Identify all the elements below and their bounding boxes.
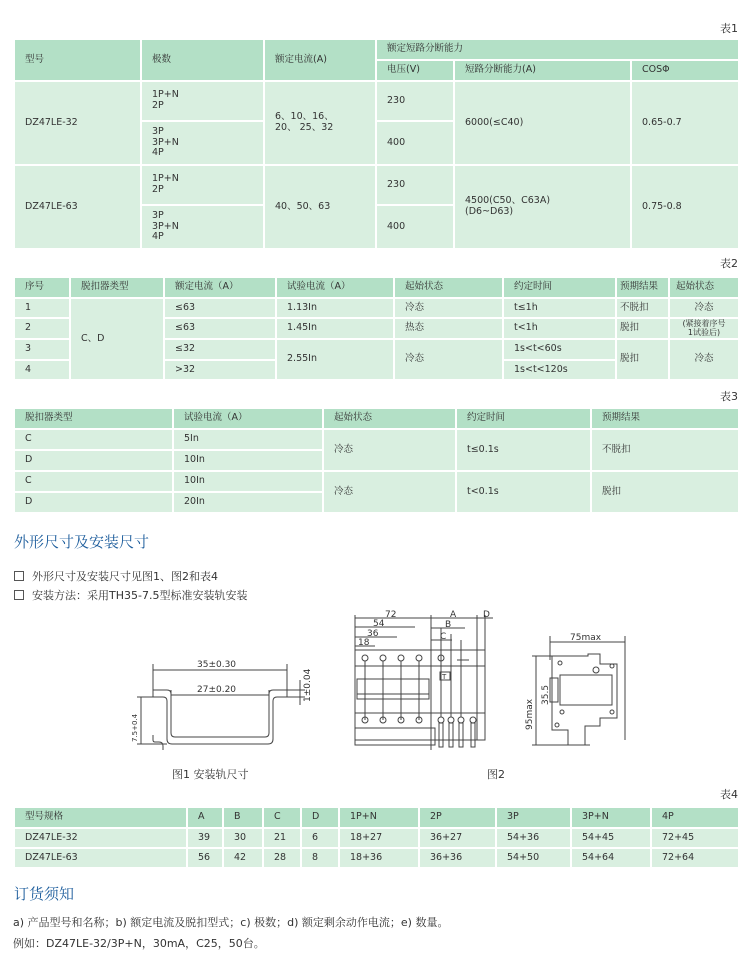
cell-current: 40、50、63: [264, 165, 376, 249]
cell: 28: [263, 848, 301, 868]
header: 3P+N: [571, 807, 651, 828]
header: D: [301, 807, 339, 828]
cell: ≤63: [164, 318, 276, 339]
cell: 1.45In: [276, 318, 394, 339]
cell: 54+36: [496, 828, 571, 848]
breaker-front-drawing: [345, 610, 505, 750]
cell: 冷态: [323, 471, 456, 513]
cell-model: DZ47LE-32: [14, 81, 141, 165]
dim-c: C: [440, 632, 447, 642]
cell-current: 6、10、16、 20、 25、32: [264, 81, 376, 165]
checkbox-icon: [14, 571, 24, 581]
cell-poles: 3P 3P+N 4P: [141, 205, 264, 249]
cell-capacity: 4500(C50、C63A) (D6~D63): [454, 165, 631, 249]
header: 序号: [14, 277, 70, 298]
order-heading: 订货须知: [14, 885, 75, 903]
cell-model: DZ47LE-63: [14, 165, 141, 249]
dim-a: A: [450, 610, 457, 620]
header: 起始状态: [669, 277, 739, 298]
header: 起始状态: [394, 277, 503, 298]
table3-label: 表3: [720, 390, 738, 403]
dim-b: B: [445, 620, 452, 630]
cell-poles: 1P+N 2P: [141, 81, 264, 121]
dim-width: 75max: [570, 633, 602, 643]
header-capacity: 短路分断能力(A): [454, 60, 631, 81]
test-button-label: T: [442, 673, 447, 681]
order-example: 例如：DZ47LE-32/3P+N，30mA，C25，50台。: [13, 937, 265, 950]
cell: 72+45: [651, 828, 739, 848]
header: 脱扣器类型: [14, 408, 173, 429]
dim-54: 54: [373, 619, 385, 629]
cell-voltage: 230: [376, 81, 454, 121]
cell: 不脱扣: [616, 298, 669, 318]
cell-capacity: 6000(≤C40): [454, 81, 631, 165]
header: C: [263, 807, 301, 828]
dim-thickness: 1±0.04: [303, 668, 313, 702]
cell: 冷态: [669, 298, 739, 318]
cell: 21: [263, 828, 301, 848]
header-poles: 极数: [141, 39, 264, 81]
checkbox-icon: [14, 590, 24, 600]
cell: 脱扣: [616, 318, 669, 339]
cell: 54+45: [571, 828, 651, 848]
cell: C: [14, 471, 173, 492]
cell-voltage: 230: [376, 165, 454, 205]
cell: t<1h: [503, 318, 616, 339]
dim-d: D: [483, 610, 490, 620]
header: 1P+N: [339, 807, 419, 828]
header: 3P: [496, 807, 571, 828]
cell: 72+64: [651, 848, 739, 868]
header: 试验电流（A）: [173, 408, 323, 429]
dim-36: 36: [367, 629, 379, 639]
table1-ratings: [13, 38, 740, 250]
header: 2P: [419, 807, 496, 828]
dim-72: 72: [385, 610, 397, 620]
cell: DZ47LE-32: [14, 828, 187, 848]
cell: 2.55In: [276, 339, 394, 380]
cell: D: [14, 450, 173, 471]
header: 约定时间: [503, 277, 616, 298]
header-cos: COSΦ: [631, 60, 739, 81]
bullet-item: [14, 587, 247, 603]
cell: 1.13In: [276, 298, 394, 318]
table3-instant-trip: [13, 407, 740, 514]
table4-label: 表4: [720, 788, 738, 801]
cell: 6: [301, 828, 339, 848]
header: 型号规格: [14, 807, 187, 828]
cell: C: [14, 429, 173, 450]
table2-tripping: [13, 276, 740, 381]
cell: t<0.1s: [456, 471, 591, 513]
cell: 2: [14, 318, 70, 339]
cell: 42: [223, 848, 263, 868]
cell-trip-type: C、D: [70, 298, 164, 380]
bullet-item: [14, 568, 218, 584]
header-current: 额定电流(A): [264, 39, 376, 81]
cell: D: [14, 492, 173, 513]
header: 脱扣器类型: [70, 277, 164, 298]
cell: 3: [14, 339, 70, 360]
cell: 36+27: [419, 828, 496, 848]
cell: 18+36: [339, 848, 419, 868]
header: 试验电流（A）: [276, 277, 394, 298]
dim-27: 27±0.20: [197, 685, 237, 695]
dim-height: 7.5+0.4: [131, 713, 139, 742]
header-voltage: 电压(V): [376, 60, 454, 81]
cell: >32: [164, 360, 276, 380]
cell: 1: [14, 298, 70, 318]
dim-35: 35±0.30: [197, 660, 237, 670]
rail-drawing: [125, 650, 325, 750]
header: 起始状态: [323, 408, 456, 429]
breaker-side-drawing: [520, 630, 650, 750]
cell-cos: 0.65-0.7: [631, 81, 739, 165]
dim-height: 95max: [525, 698, 535, 730]
cell: 20In: [173, 492, 323, 513]
dimensions-heading: 外形尺寸及安装尺寸: [14, 533, 150, 551]
cell: DZ47LE-63: [14, 848, 187, 868]
cell-voltage: 400: [376, 121, 454, 165]
cell: 脱扣: [616, 339, 669, 380]
cell: 54+50: [496, 848, 571, 868]
bullet-text: 安装方法：采用TH35-7.5型标准安装轨安装: [32, 589, 248, 602]
cell: 热态: [394, 318, 503, 339]
cell-poles: 3P 3P+N 4P: [141, 121, 264, 165]
cell: 1s<t<120s: [503, 360, 616, 380]
cell: t≤0.1s: [456, 429, 591, 471]
cell: 39: [187, 828, 223, 848]
fig2-caption: 图2: [487, 768, 505, 781]
cell: 56: [187, 848, 223, 868]
bullet-text: 外形尺寸及安装尺寸见图1、图2和表4: [32, 570, 218, 583]
cell: 36+36: [419, 848, 496, 868]
header: 4P: [651, 807, 739, 828]
cell: 54+64: [571, 848, 651, 868]
cell: 10In: [173, 471, 323, 492]
cell-voltage: 400: [376, 205, 454, 249]
cell: 8: [301, 848, 339, 868]
cell-poles: 1P+N 2P: [141, 165, 264, 205]
header: 预期结果: [616, 277, 669, 298]
cell: 18+27: [339, 828, 419, 848]
dim-18: 18: [358, 638, 370, 648]
cell: 不脱扣: [591, 429, 739, 471]
cell: ≤63: [164, 298, 276, 318]
cell: 冷态: [394, 298, 503, 318]
table2-label: 表2: [720, 257, 738, 270]
order-line-1: a) 产品型号和名称；b) 额定电流及脱扣型式；c) 极数；d) 额定剩余动作电流；e) 数量。: [13, 916, 449, 929]
header: 约定时间: [456, 408, 591, 429]
cell: 1s<t<60s: [503, 339, 616, 360]
cell: 冷态: [669, 339, 739, 380]
cell: (紧接着序号 1试验后): [669, 318, 739, 339]
cell: 10In: [173, 450, 323, 471]
cell: 4: [14, 360, 70, 380]
table4-dimensions: [13, 806, 740, 869]
cell: 冷态: [323, 429, 456, 471]
cell: 5In: [173, 429, 323, 450]
header-breaking: 额定短路分断能力: [376, 39, 739, 60]
cell: 脱扣: [591, 471, 739, 513]
cell: ≤32: [164, 339, 276, 360]
cell-cos: 0.75-0.8: [631, 165, 739, 249]
header-model: 型号: [14, 39, 141, 81]
cell: 冷态: [394, 339, 503, 380]
dim-rail: 35.5: [541, 684, 551, 705]
header: 预期结果: [591, 408, 739, 429]
cell: t≤1h: [503, 298, 616, 318]
table1-label: 表1: [720, 22, 738, 35]
fig1-caption: 图1 安装轨尺寸: [172, 768, 249, 781]
cell: 30: [223, 828, 263, 848]
header: B: [223, 807, 263, 828]
header: A: [187, 807, 223, 828]
header: 额定电流（A）: [164, 277, 276, 298]
